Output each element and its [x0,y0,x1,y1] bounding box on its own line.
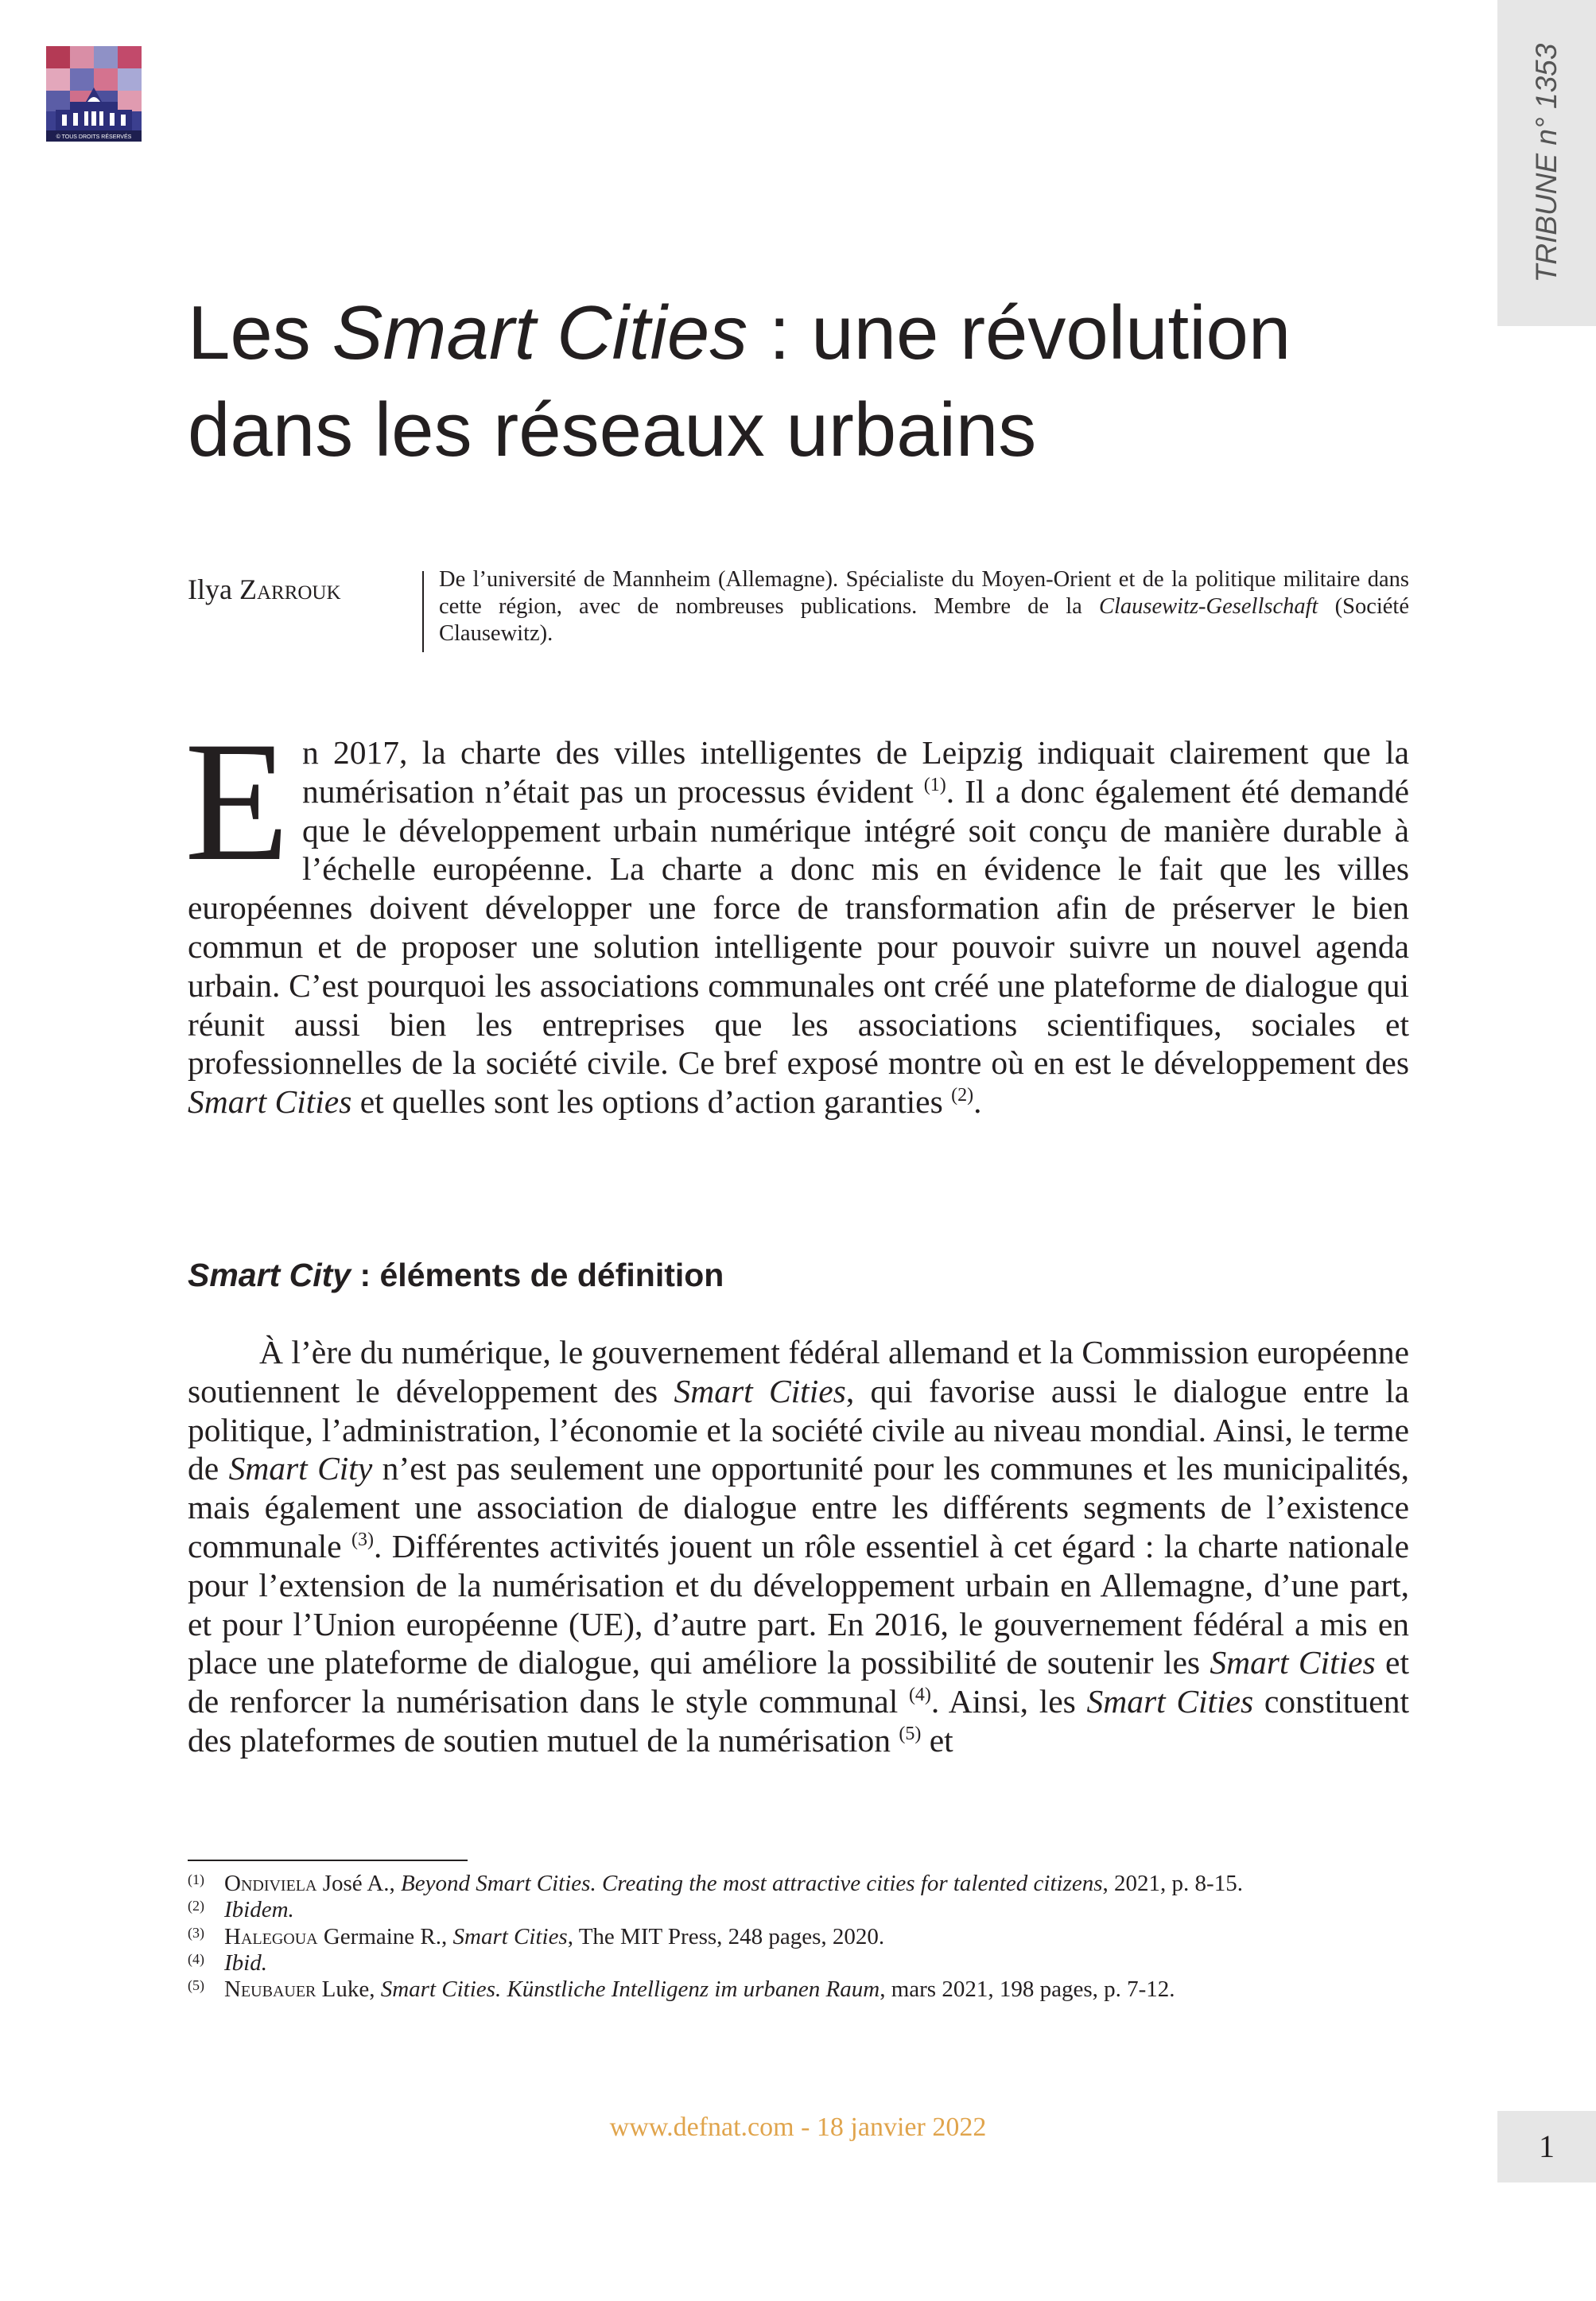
footnote-ref-2[interactable]: (2) [951,1085,974,1106]
footnote-ref-4[interactable]: (4) [908,1685,931,1706]
footnote-1: (1) Ondiviela José A., Beyond Smart Cities. Creating the most attractive cities for talented citizens, 2021, p. 8-15. [188,1871,1243,1896]
footnote-ref-5[interactable]: (5) [899,1724,922,1745]
drop-cap: E [184,706,289,896]
author-divider [422,571,424,652]
page-number: 1 [1539,2128,1555,2164]
author-name: Ilya Zarrouk [188,573,341,605]
footnotes-list [188,1871,1428,2003]
footnote-divider [188,1860,468,1861]
article-title: Les Smart Cities : une révolution dans les réseaux urbains [188,290,1291,472]
footnote-3: (3) Halegoua Germaine R., Smart Cities, The MIT Press, 248 pages, 2020. [188,1923,885,1949]
footnote-ref-1[interactable]: (1) [923,774,946,795]
sidebar-label: TRIBUNE n° 1353 [1530,43,1563,283]
section-paragraph: À l’ère du numérique, le gouvernement fédéral allemand et la Commission européenne soutiennent le développement des Smart Cities, qui favorise aussi le dialogue entre la politique, l’administration, l’économie et la société civile au niveau mondial. Ainsi, le terme de Smart City n’est pas seulement une opportunité pour les communes et les municipalités, mais également une association de dialogue entre les différents segments de l’existence communale $^{(3)}$. Différentes activités jouent un rôle essentiel à cet égard : la charte nationale pour l’extension de la numérisation et du développement urbain en Allemagne, d’une part, et pour l’Union européenne (UE), d’autre part. En 2016, le gouvernement fédéral a mis en place une plateforme de dialogue, qui améliore la possibilité de soutenir les Smart Cities et de renforcer la numérisation dans le style communal $^{(4)}$. Ainsi, les Smart Cities constituent des plateformes de soutien mutuel de la numérisation $^{(5)}$ et [188,1334,1410,1759]
publication-logo [46,46,142,142]
svg-text:© TOUS DROITS RÉSERVÉS: © TOUS DROITS RÉSERVÉS [56,134,132,140]
footnote-4: (4) Ibid. [188,1949,267,1976]
footnote-2: (2) Ibidem. [188,1897,294,1923]
page-number-tab [1497,2111,1596,2182]
intro-paragraph: En 2017, la charte des villes intelligentes de Leipzig indiquait clairement que la numérisation n’était pas un processus évident $^{(1)}$. Il a donc également été demandé que le développement urbain numérique intégré soit conçu de manière durable à l’échelle européenne. La charte a donc mis en évidence le fait que les villes européennes doivent développer une force de transformation afin de préserver le bien commun et de proposer une solution intelligente pour pouvoir suivre un nouvel agenda urbain. C’est pourquoi les associations communales ont créé une plateforme de dialogue qui réunit aussi bien les entreprises que les associations scientifiques, sociales et professionnelles de la société civile. Ce bref exposé montre où en est le développement des Smart Cities et quelles sont les options d’action garanties $^{(2)}$. [184,706,1409,1121]
section-heading: Smart City : éléments de définition [188,1257,724,1293]
footnote-5: (5) Neubauer Luke, Smart Cities. Künstliche Intelligenz im urbanen Raum, mars 2021, 198 pages, p. 7-12. [188,1976,1175,2003]
author-bio: De l’université de Mannheim (Allemagne). Spécialiste du Moyen-Orient et de la politique militaire dans cette région, avec de nombreuses publications. Membre de la Clausewitz-Gesellschaft (Société Clausewitz). [439,567,1409,646]
footer-url-date[interactable]: www.defnat.com - 18 janvier 2022 [609,2112,987,2142]
footnote-ref-3[interactable]: (3) [351,1529,374,1551]
